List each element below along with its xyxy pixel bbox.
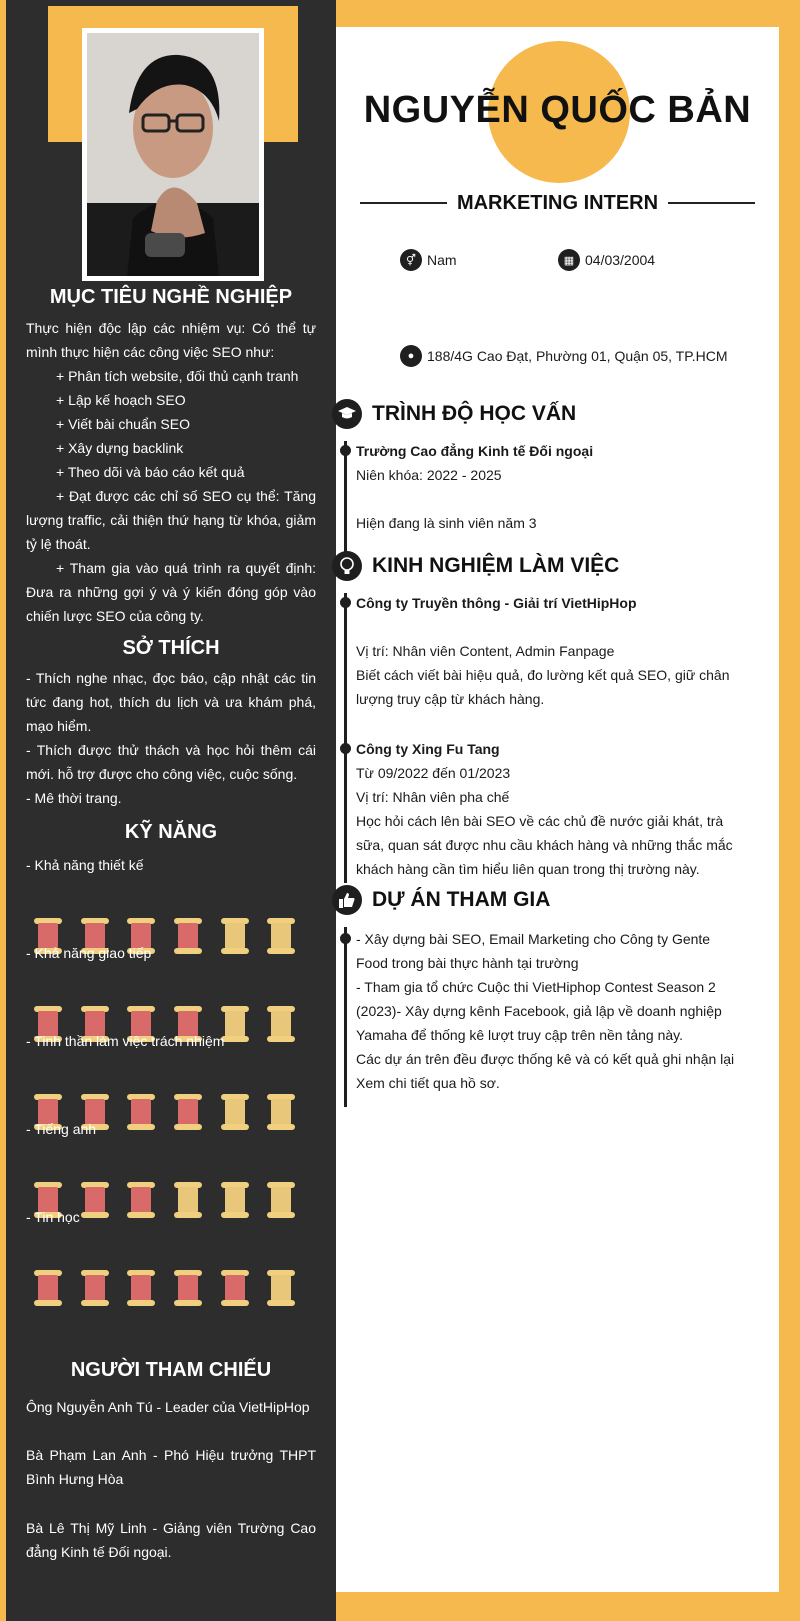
- experience-header: [336, 551, 619, 581]
- objective-intro: Thực hiện độc lập các nhiệm vụ: Có thể tự mình thực hiện các công việc SEO như:: [26, 320, 316, 360]
- spool-filled-icon: [79, 1182, 126, 1218]
- job-company: Công ty Xing Fu Tang: [356, 741, 500, 757]
- divider: [360, 202, 447, 204]
- main-content: [336, 27, 779, 1592]
- profile-photo: [87, 33, 259, 276]
- thumbs-up-icon: [332, 885, 362, 915]
- education-timeline: [344, 441, 347, 558]
- spool-filled-icon: [125, 1270, 172, 1306]
- skill-label: - Khả năng giao tiếp: [26, 945, 152, 961]
- job-entry: [356, 591, 736, 711]
- skill-label: - Tinh thần làm việc trách nhiệm: [26, 1033, 225, 1049]
- objective-item: + Lập kế hoạch SEO: [56, 392, 186, 408]
- experience-title: KINH NGHIỆM LÀM VIỆC: [372, 554, 620, 577]
- objective-item: + Theo dõi và báo cáo kết quả: [56, 464, 245, 480]
- school-status: Hiện đang là sinh viên năm 3: [356, 515, 537, 531]
- spool-filled-icon: [32, 1270, 79, 1306]
- objective-item: + Xây dựng backlink: [56, 440, 184, 456]
- spool-filled-icon: [125, 1094, 172, 1130]
- experience-timeline: [344, 593, 347, 883]
- projects-header: [336, 885, 550, 915]
- objective-paragraph: + Đạt được các chỉ số SEO cụ thể: Tăng lượng traffic, cải thiện thứ hạng từ khóa, giảm tỷ lệ thoát.: [26, 488, 316, 552]
- divider: [668, 202, 755, 204]
- skills-heading: KỸ NĂNG: [124, 821, 218, 843]
- dob-value: 04/03/2004: [585, 252, 656, 268]
- spool-empty-icon: [219, 1094, 266, 1130]
- education-entry: [356, 439, 736, 535]
- reference-item: Bà Lê Thị Mỹ Linh - Giảng viên Trường Cao đẳng Kinh tế Đối ngoại.: [26, 1520, 316, 1560]
- spool-empty-icon: [172, 1182, 219, 1218]
- education-title: TRÌNH ĐỘ HỌC VẤN: [372, 402, 577, 425]
- reference-item: Bà Phạm Lan Anh - Phó Hiệu trưởng THPT Bình Hưng Hòa: [26, 1447, 316, 1487]
- hobby-line: - Mê thời trang.: [26, 790, 122, 806]
- school-name: Trường Cao đẳng Kinh tế Đối ngoại: [356, 443, 594, 459]
- location-pin-icon: ●: [400, 345, 422, 367]
- spool-filled-icon: [79, 1270, 126, 1306]
- spool-empty-icon: [265, 1094, 312, 1130]
- job-description: Biết cách viết bài hiệu quả, đo lường kết quả SEO, giữ chân lượng truy cập từ khách hàng.: [356, 667, 730, 707]
- spool-filled-icon: [172, 1270, 219, 1306]
- graduation-cap-icon: [332, 399, 362, 429]
- references-heading: NGƯỜI THAM CHIẾU: [70, 1359, 272, 1381]
- full-name: NGUYỄN QUỐC BẢN: [363, 89, 752, 131]
- role-row: [360, 191, 755, 215]
- school-period: Niên khóa: 2022 - 2025: [356, 467, 502, 483]
- projects-list: [356, 927, 736, 1095]
- spool-empty-icon: [219, 1006, 266, 1042]
- skill-label: - Tiếng anh: [26, 1121, 97, 1137]
- lightbulb-icon: [332, 551, 362, 581]
- job-title: MARKETING INTERN: [456, 191, 659, 214]
- skill-label: - Tin học: [26, 1209, 80, 1225]
- timeline-dot: [340, 445, 351, 456]
- spool-empty-icon: [219, 918, 266, 954]
- objective-text: [26, 316, 316, 628]
- project-line: - Xây dựng bài SEO, Email Marketing cho Công ty Gente Food trong bài thực hành tại trường: [356, 931, 711, 971]
- address-info: [400, 345, 728, 367]
- gender-value: Nam: [427, 252, 457, 268]
- address-value: 188/4G Cao Đạt, Phường 01, Quận 05, TP.HCM: [427, 348, 728, 364]
- job-position: Vị trí: Nhân viên pha chế: [356, 789, 510, 805]
- job-company: Công ty Truyền thông - Giải trí VietHipHop: [356, 595, 637, 611]
- job-position: Vị trí: Nhân viên Content, Admin Fanpage: [356, 643, 615, 659]
- skill-rating: [32, 1270, 312, 1306]
- job-entry: [356, 737, 736, 881]
- reference-item: Ông Nguyễn Anh Tú - Leader của VietHipHop: [26, 1399, 310, 1415]
- job-period: Từ 09/2022 đến 01/2023: [356, 765, 511, 781]
- education-header: [336, 399, 576, 429]
- project-line: Các dự án trên đều được thống kê và có kết quả ghi nhận lại: [356, 1051, 735, 1067]
- gender-info: [400, 249, 457, 271]
- timeline-dot: [340, 597, 351, 608]
- timeline-dot: [340, 743, 351, 754]
- spool-empty-icon: [265, 1006, 312, 1042]
- skill-label: - Khả năng thiết kế: [26, 857, 144, 873]
- hobbies-text: [26, 666, 316, 810]
- timeline-dot: [340, 933, 351, 944]
- objective-heading: MỤC TIÊU NGHỀ NGHIỆP: [49, 286, 293, 308]
- spool-empty-icon: [265, 1270, 312, 1306]
- objective-item: + Phân tích website, đối thủ cạnh tranh: [56, 368, 299, 384]
- objective-item: + Viết bài chuẩn SEO: [56, 416, 190, 432]
- hobby-line: - Thích được thử thách và học hỏi thêm cái mới. hỗ trợ được cho công việc, cuộc sống.: [26, 742, 316, 782]
- spool-empty-icon: [265, 918, 312, 954]
- spool-filled-icon: [172, 1094, 219, 1130]
- projects-title: DỰ ÁN THAM GIA: [372, 888, 551, 911]
- job-description: Học hỏi cách lên bài SEO về các chủ đề nước giải khát, trà sữa, quan sát được nhu cầu khách hàng và những thắc mắc khách hàng cần tìm hiểu liên quan trong thị trường này.: [356, 813, 733, 877]
- project-line: - Tham gia tổ chức Cuộc thi VietHiphop Contest Season 2 (2023)- Xây dựng kênh Facebook, giả lập về doanh nghiệp Yamaha để thống kê lượt truy cập trên nền tảng này.: [356, 979, 722, 1043]
- dob-info: [558, 249, 655, 271]
- spool-filled-icon: [172, 918, 219, 954]
- spool-empty-icon: [219, 1182, 266, 1218]
- hobby-line: - Thích nghe nhạc, đọc báo, cập nhật các tin tức đang hot, thích du lịch và ưa khám phá, mạo hiểm.: [26, 670, 316, 734]
- spool-filled-icon: [219, 1270, 266, 1306]
- calendar-icon: ▦: [558, 249, 580, 271]
- sidebar: [6, 0, 336, 1621]
- profile-photo-image: [87, 33, 259, 276]
- objective-paragraph: + Tham gia vào quá trình ra quyết định: Đưa ra những gợi ý và ý kiến đóng góp vào chiến lược SEO của công ty.: [26, 560, 316, 624]
- gender-icon: ⚥: [400, 249, 422, 271]
- spool-filled-icon: [125, 1182, 172, 1218]
- projects-timeline: [344, 927, 347, 1107]
- hobbies-heading: SỞ THÍCH: [122, 637, 220, 659]
- spool-empty-icon: [265, 1182, 312, 1218]
- project-line: Xem chi tiết qua hồ sơ.: [356, 1075, 500, 1091]
